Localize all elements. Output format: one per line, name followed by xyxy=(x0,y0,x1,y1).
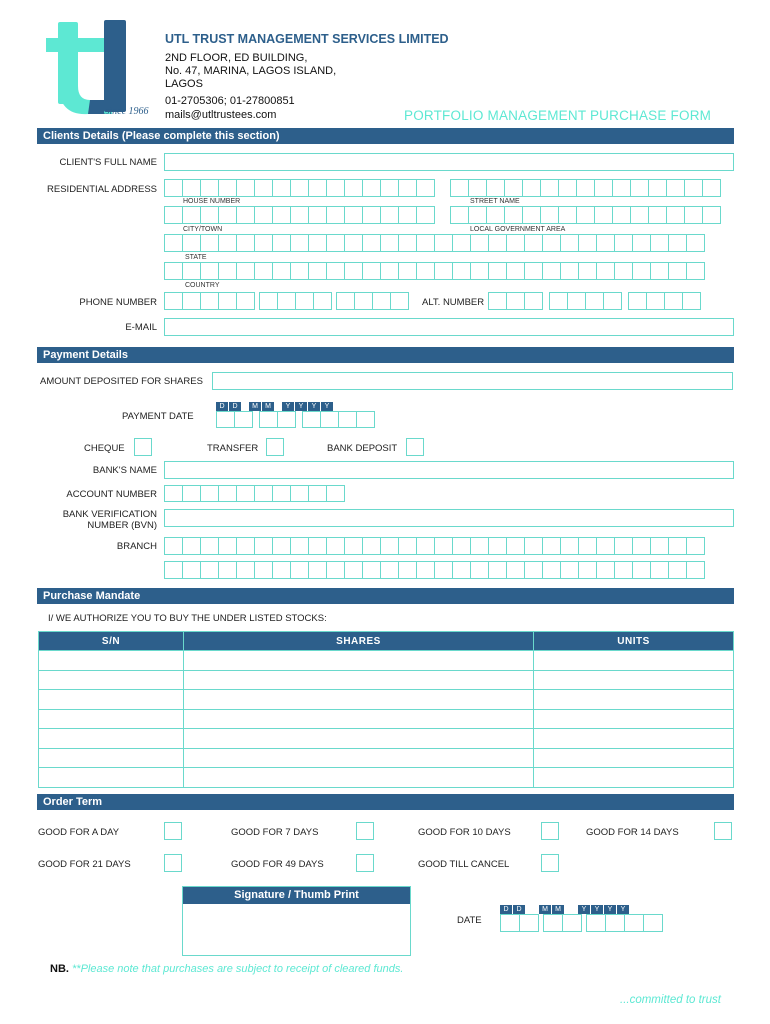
footer-tagline: ...committed to trust xyxy=(620,994,721,1006)
good-for-10-days-checkbox[interactable] xyxy=(541,822,559,840)
good-for-49-days-checkbox[interactable] xyxy=(356,854,374,872)
alt-number-cells[interactable] xyxy=(488,292,700,310)
date-letter: M xyxy=(262,402,274,411)
lga-cells[interactable] xyxy=(450,206,720,224)
company-email: mails@utltrustees.com xyxy=(165,109,277,121)
payment-date-boxes[interactable] xyxy=(216,402,374,428)
table-row[interactable] xyxy=(39,690,734,710)
order-option-label: GOOD FOR 21 DAYS xyxy=(38,859,131,870)
order-option-label: GOOD TILL CANCEL xyxy=(418,859,510,870)
date-letter: D xyxy=(229,402,241,411)
since-tagline: ...since 1966 xyxy=(98,106,149,117)
authorize-text: I/ WE AUTHORIZE YOU TO BUY THE UNDER LISTED STOCKS: xyxy=(48,613,327,624)
account-number-cells[interactable] xyxy=(164,485,344,502)
order-option-label: GOOD FOR 49 DAYS xyxy=(231,859,324,870)
clients-section-title: Clients Details (Please complete this section) xyxy=(37,128,734,144)
column-header-shares: SHARES xyxy=(184,632,534,651)
full-name-label: CLIENT'S FULL NAME xyxy=(59,157,157,168)
bank-deposit-label: BANK DEPOSIT xyxy=(327,443,398,454)
column-header-units: UNITS xyxy=(534,632,734,651)
date-letter: Y xyxy=(591,905,603,914)
address-line-1: 2ND FLOOR, ED BUILDING, xyxy=(165,52,308,64)
lga-caption: LOCAL GOVERNMENT AREA xyxy=(470,226,566,233)
good-till-cancel-checkbox[interactable] xyxy=(541,854,559,872)
signature-title: Signature / Thumb Print xyxy=(183,887,410,904)
street-name-cells[interactable] xyxy=(450,179,720,197)
house-number-cells[interactable] xyxy=(164,179,434,197)
date-letter: M xyxy=(249,402,261,411)
good-for-7-days-checkbox[interactable] xyxy=(356,822,374,840)
order-option-label: GOOD FOR A DAY xyxy=(38,827,120,838)
transfer-checkbox[interactable] xyxy=(266,438,284,456)
bank-name-field[interactable] xyxy=(164,461,734,479)
bank-name-label: BANK'S NAME xyxy=(92,465,157,476)
house-number-caption: HOUSE NUMBER xyxy=(183,198,241,205)
bvn-label-line2: NUMBER (BVN) xyxy=(87,520,157,531)
city-cells[interactable] xyxy=(164,206,434,224)
amount-field[interactable] xyxy=(212,372,733,390)
table-header-row xyxy=(39,632,734,651)
cheque-label: CHEQUE xyxy=(84,443,125,454)
payment-date-label: PAYMENT DATE xyxy=(122,411,194,422)
form-title: PORTFOLIO MANAGEMENT PURCHASE FORM xyxy=(404,108,712,123)
state-cells[interactable] xyxy=(164,234,704,252)
good-for-a-day-checkbox[interactable] xyxy=(164,822,182,840)
payment-section-title: Payment Details xyxy=(37,347,734,363)
signature-box[interactable] xyxy=(182,886,411,956)
country-cells[interactable] xyxy=(164,262,704,280)
date-letter: Y xyxy=(308,402,320,411)
date-label: DATE xyxy=(457,915,482,926)
date-letter: D xyxy=(513,905,525,914)
table-row[interactable] xyxy=(39,729,734,749)
date-letter: D xyxy=(500,905,512,914)
table-row[interactable] xyxy=(39,670,734,690)
country-caption: COUNTRY xyxy=(185,282,220,289)
street-name-caption: STREET NAME xyxy=(470,198,520,205)
phone-numbers: 01-2705306; 01-27800851 xyxy=(165,95,295,107)
bvn-label-line1: BANK VERIFICATION xyxy=(62,509,157,520)
footer-note xyxy=(50,963,403,975)
order-section-title: Order Term xyxy=(37,794,734,810)
order-option-label: GOOD FOR 7 DAYS xyxy=(231,827,319,838)
bank-deposit-checkbox[interactable] xyxy=(406,438,424,456)
address-label: RESIDENTIAL ADDRESS xyxy=(47,184,157,195)
date-letter: Y xyxy=(295,402,307,411)
transfer-label: TRANSFER xyxy=(207,443,259,454)
alt-number-label: ALT. NUMBER xyxy=(422,297,485,308)
state-caption: STATE xyxy=(185,254,207,261)
date-letter: M xyxy=(552,905,564,914)
email-label: E-MAIL xyxy=(125,322,157,333)
full-name-field[interactable] xyxy=(164,153,734,171)
address-line-2: No. 47, MARINA, LAGOS ISLAND, xyxy=(165,65,337,77)
amount-label: AMOUNT DEPOSITED FOR SHARES xyxy=(40,376,203,387)
cheque-checkbox[interactable] xyxy=(134,438,152,456)
date-letter: Y xyxy=(321,402,333,411)
date-letter: Y xyxy=(578,905,590,914)
order-option-label: GOOD FOR 14 DAYS xyxy=(586,827,679,838)
email-field[interactable] xyxy=(164,318,734,336)
order-option-label: GOOD FOR 10 DAYS xyxy=(418,827,511,838)
company-name: UTL TRUST MANAGEMENT SERVICES LIMITED xyxy=(165,32,449,46)
good-for-21-days-checkbox[interactable] xyxy=(164,854,182,872)
date-letter: M xyxy=(539,905,551,914)
city-caption: CITY/TOWN xyxy=(183,226,223,233)
date-letter: Y xyxy=(282,402,294,411)
branch-cells-row1[interactable] xyxy=(164,537,704,555)
table-row[interactable] xyxy=(39,651,734,671)
column-header-sn: S/N xyxy=(39,632,184,651)
branch-cells-row2[interactable] xyxy=(164,561,704,579)
bvn-field[interactable] xyxy=(164,509,734,527)
branch-label: BRANCH xyxy=(116,541,157,552)
date-letter: Y xyxy=(617,905,629,914)
mandate-section-title: Purchase Mandate xyxy=(37,588,734,604)
phone-label: PHONE NUMBER xyxy=(79,297,157,308)
nb-text: **Please note that purchases are subject to receipt of cleared funds. xyxy=(72,963,404,975)
table-row[interactable] xyxy=(39,768,734,788)
date-letter: Y xyxy=(604,905,616,914)
account-number-label: ACCOUNT NUMBER xyxy=(66,489,157,500)
signature-date-boxes[interactable] xyxy=(500,905,662,932)
table-row[interactable] xyxy=(39,709,734,729)
phone-cells[interactable] xyxy=(164,292,408,310)
address-line-3: LAGOS xyxy=(165,78,203,90)
date-letter: D xyxy=(216,402,228,411)
table-row[interactable] xyxy=(39,748,734,768)
stocks-table xyxy=(38,631,734,788)
good-for-14-days-checkbox[interactable] xyxy=(714,822,732,840)
nb-label: NB. xyxy=(50,963,69,975)
